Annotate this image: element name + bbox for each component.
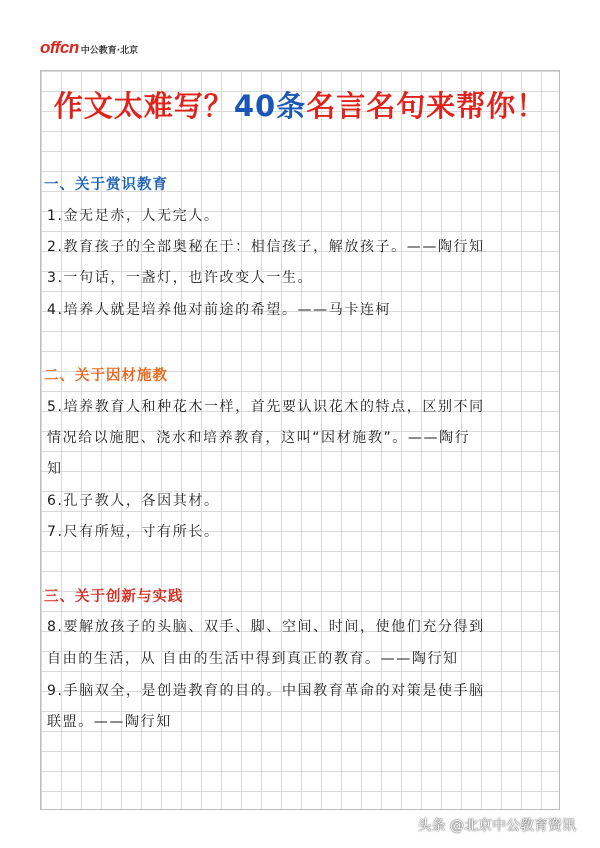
quote-line: 3.一句话，一盏灯，也许改变人一生。 [47, 270, 314, 286]
quote-line: 4.培养人就是培养他对前途的希望。——马卡连柯 [47, 302, 392, 318]
section-heading-appreciation: 一、关于赏识教育 [44, 177, 168, 193]
quote-line: 7.尺有所短，寸有所长。 [47, 524, 220, 540]
logo-mark: offcn [40, 38, 79, 57]
title-part-2: 条 [276, 89, 307, 123]
quote-line: 2.教育孩子的全部奥秘在于：相信孩子，解放孩子。——陶行知 [47, 239, 485, 255]
quote-line: 知 [47, 461, 63, 477]
title-part-3: 名言名句来帮你！ [306, 89, 547, 123]
quote-line: 6.孔子教人，各因其材。 [47, 493, 220, 509]
quote-line: 5.培养教育人和种花木一样，首先要认识花木的特点，区别不同 [47, 399, 485, 415]
title-part-1: 作文太难写？ [53, 89, 234, 123]
title-number: 40 [233, 89, 277, 123]
watermark: 头条 @北京中公教育资讯 [417, 818, 576, 834]
section-heading-innovation: 三、关于创新与实践 [44, 589, 184, 605]
brand-logo [40, 38, 138, 58]
section-heading-individualized: 二、关于因材施教 [44, 368, 168, 384]
quote-line: 自由的生活，从 自由的生活中得到真正的教育。——陶行知 [47, 651, 459, 667]
quote-line: 9.手脑双全，是创造教育的目的。中国教育革命的对策是使手脑 [47, 683, 485, 699]
quote-line: 情况给以施肥、浇水和培养教育，这叫“因材施教”。——陶行 [47, 430, 471, 446]
quote-line: 联盟。——陶行知 [47, 714, 172, 730]
quote-line: 1.金无足赤，人无完人。 [47, 208, 220, 224]
page-title [40, 84, 560, 125]
quote-line: 8.要解放孩子的头脑、双手、脚、空间、时间，使他们充分得到 [47, 619, 485, 635]
logo-text: 中公教育·北京 [80, 46, 139, 56]
